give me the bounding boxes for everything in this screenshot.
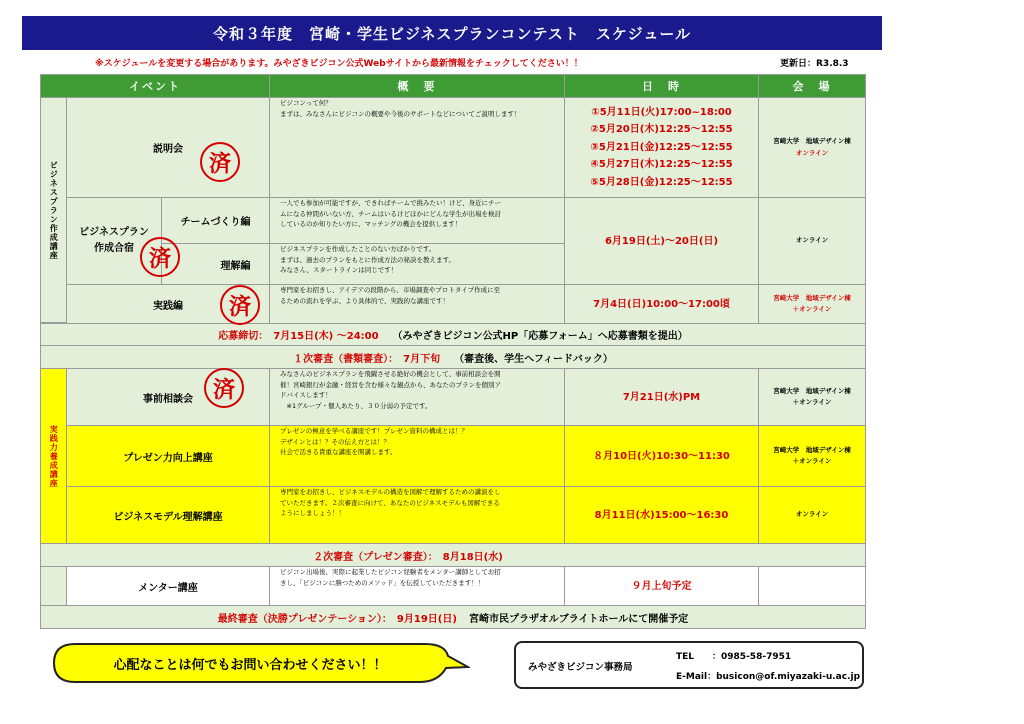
date-line: ④5月27日(木)12:25～12:55	[590, 159, 733, 171]
desc-line: ビジネスプランを作成したことのない方ばかりです。	[280, 245, 436, 253]
event-presen-label: プレゼン力向上講座	[123, 452, 213, 464]
desc-line: まずは、みなさんにビジコンの概要や今後のサポートなどについてご説明します！	[280, 109, 521, 118]
venue-jissen	[758, 284, 866, 324]
mentor-blank-cell	[40, 566, 67, 606]
date-line: ②5月20日(木)12:25～12:55	[590, 124, 733, 136]
desc-line: 催！宮崎銀行が金融・経営を含む様々な観点から、あなたのプランを個別ア	[280, 380, 501, 389]
page-title: 令和３年度 宮崎・学生ビジネスプランコンテスト スケジュール	[22, 16, 882, 50]
desc-line: 専門家をお招きし、ビジネスモデルの構造を図解で理解するための講演をし	[280, 488, 501, 496]
deadline-row	[40, 323, 866, 346]
contact-box	[514, 641, 864, 689]
updated-date: 更新日：R3.8.3	[780, 59, 849, 69]
date-mentor	[564, 566, 759, 606]
venue-line: 宮崎大学 地域デザイン棟	[773, 137, 851, 146]
final-review-note: 宮崎市民プラザオルブライトホールにて開催予定	[468, 613, 689, 625]
first-review-note: （審査後、学生へフィードバック）	[454, 353, 613, 365]
venue-presen	[758, 425, 866, 487]
event-mentor	[66, 566, 270, 606]
venue-line: オンライン	[795, 510, 829, 519]
event-mentor-label: メンター講座	[138, 582, 198, 594]
first-review-row	[40, 345, 866, 369]
completed-stamp: 済	[200, 142, 240, 182]
first-review-label: １次審査（書類審査）： 7月下旬	[293, 353, 441, 365]
desc-line: プレゼンの極意を学べる講座です！プレゼン資料の構成とは！？	[280, 427, 468, 435]
deadline-note: （みやざきビジコン公式HP「応募フォーム」へ応募書類を提出）	[392, 331, 688, 342]
date-presen	[564, 425, 759, 487]
venue-line: 宮崎大学 地域デザイン棟	[773, 293, 851, 302]
event-jizen-label: 事前相談会	[143, 393, 193, 405]
desc-line: ドバイスします！	[280, 391, 332, 400]
event-setsumeikai-label: 説明会	[153, 144, 183, 155]
completed-stamp: 済	[220, 285, 260, 325]
venue-line: オンライン	[795, 236, 829, 245]
desc-line: るための流れを学ぶ、より具体的で、実践的な講座です！	[280, 296, 449, 305]
second-review-label: ２次審査（プレゼン審査）： 8月18日(水)	[313, 551, 503, 563]
desc-rikai	[269, 243, 565, 285]
desc-line: ムになる仲間がいない方、チームはいるけどほかにどんな学生が出場を検討	[280, 209, 501, 218]
date-line: 6月19日(土)～20日(日)	[604, 235, 719, 247]
desc-line: みなさん、スタートラインは同じです！	[280, 266, 398, 275]
venue-jizen	[758, 368, 866, 426]
date-line: 7月21日(水)PM	[622, 391, 701, 403]
date-line: ８月10日(火)10:30～11:30	[593, 450, 730, 462]
desc-line: 一人でも参加が可能ですが、できればチームで挑みたい！けど、身近にチー	[280, 199, 501, 207]
date-line: 8月11日(水)15:00～16:30	[594, 509, 729, 521]
venue-line: ＋オンライン	[792, 305, 832, 313]
final-review-row	[40, 605, 866, 629]
desc-line: ようにしましょう！！	[280, 509, 345, 518]
section-business-plan-label	[40, 97, 67, 323]
event-gasshuku-label: ビジネスプラン	[79, 227, 149, 238]
section-practical-label	[40, 368, 67, 544]
inquiry-bubble	[50, 642, 470, 684]
venue-line: オンライン	[795, 148, 829, 157]
date-line: ①5月11日(火)17:00~18:00	[591, 106, 732, 118]
desc-setsumeikai	[269, 97, 565, 198]
venue-mentor	[758, 566, 866, 606]
venue-gasshuku	[758, 197, 866, 285]
event-gasshuku-label: 作成合宿	[94, 243, 134, 254]
venue-line: 宮崎大学 地域デザイン棟	[773, 386, 851, 395]
date-jizen	[564, 368, 759, 426]
desc-jizen	[269, 368, 565, 426]
date-line: 7月4日(日)10:00～17:00頃	[593, 298, 730, 310]
office-name: みやざきビジコン事務局	[528, 662, 633, 673]
header-event: イベント	[40, 74, 270, 98]
venue-line: ＋オンライン	[792, 457, 832, 465]
venue-line: 宮崎大学 地域デザイン棟	[773, 445, 851, 454]
venue-line: ＋オンライン	[792, 398, 832, 406]
header-venue: 会 場	[758, 74, 866, 98]
date-jissen	[564, 284, 759, 324]
event-setsumeikai	[66, 97, 270, 198]
date-line: ⑤5月28日(金)12:25～12:55	[590, 176, 733, 188]
schedule-notice: ※スケジュールを変更する場合があります。みやざきビジコン公式Webサイトから最新情報をチェックしてください！！	[95, 59, 583, 69]
desc-mentor	[269, 566, 565, 606]
event-rikai-label: 理解編	[220, 260, 251, 272]
date-setsumeikai	[564, 97, 759, 198]
desc-jissen	[269, 284, 565, 324]
second-review-row	[40, 543, 866, 567]
desc-line: しているのか知りたい方に、マッチングの機会を提供します！	[280, 220, 462, 229]
section-business-plan-text: ビジネスプラン作成講座	[49, 160, 59, 260]
header-summary: 概 要	[269, 74, 565, 98]
date-line: ９月上旬予定	[631, 580, 692, 592]
desc-line: ビジコン出場後、実際に起業したビジコン経験者をメンター講師としてお招	[280, 568, 501, 576]
venue-bizmodel	[758, 486, 866, 544]
desc-line: 専門家をお招きし、アイデアの段階から、市場調査やプロトタイプ作成に至	[280, 286, 501, 294]
completed-stamp: 済	[204, 368, 244, 408]
section-practical-text: 実践力養成講座	[49, 424, 59, 488]
desc-team-building	[269, 197, 565, 244]
bubble-text: 心配なことは何でもお問い合わせください！！	[113, 657, 387, 673]
desc-line: ビジコンって何？	[280, 99, 332, 107]
venue-setsumeikai	[758, 97, 866, 198]
date-bizmodel	[564, 486, 759, 544]
event-team-building-label: チームづくり編	[180, 217, 251, 228]
deadline-label: 応募締切： 7月15日(木) ～24:00	[218, 331, 379, 342]
desc-line: デザインとは！？その伝え方とは！？	[280, 437, 391, 446]
desc-line: きし、「ビジコンに勝つためのメソッド」を伝授していただきます！！	[280, 578, 485, 587]
desc-line: まずは、過去のプランをもとに作成方法の秘訣を教えます。	[280, 255, 455, 264]
desc-bizmodel	[269, 486, 565, 544]
desc-line: ていただきます。２次審査に向けて、あなたのビジネスモデルも図解できる	[280, 498, 500, 507]
event-bizmodel-label: ビジネスモデル理解講座	[113, 511, 223, 523]
contact-tel: TEL ：0985-58-7951	[676, 652, 792, 662]
desc-presen	[269, 425, 565, 487]
date-line: ③5月21日(金)12:25～12:55	[590, 141, 733, 153]
final-review-label: 最終審査（決勝プレゼンテーション）： 9月19日(日)	[217, 613, 457, 625]
contact-email[interactable]: E-Mail：busicon@of.miyazaki-u.ac.jp	[676, 672, 861, 682]
completed-stamp: 済	[140, 237, 180, 277]
event-team-building	[161, 197, 270, 244]
desc-line: みなさんのビジネスプランを飛躍させる絶好の機会として、事前相談会を開	[280, 370, 501, 378]
event-jissen-label: 実践編	[153, 300, 183, 312]
event-presen	[66, 425, 270, 487]
desc-line: ※1グループ・個人あたり、３０分弱の予定です。	[280, 402, 432, 411]
event-bizmodel	[66, 486, 270, 544]
header-datetime: 日 時	[564, 74, 759, 98]
date-gasshuku	[564, 197, 759, 285]
desc-line: 社会で活きる貴重な講座を開講します。	[280, 448, 397, 457]
